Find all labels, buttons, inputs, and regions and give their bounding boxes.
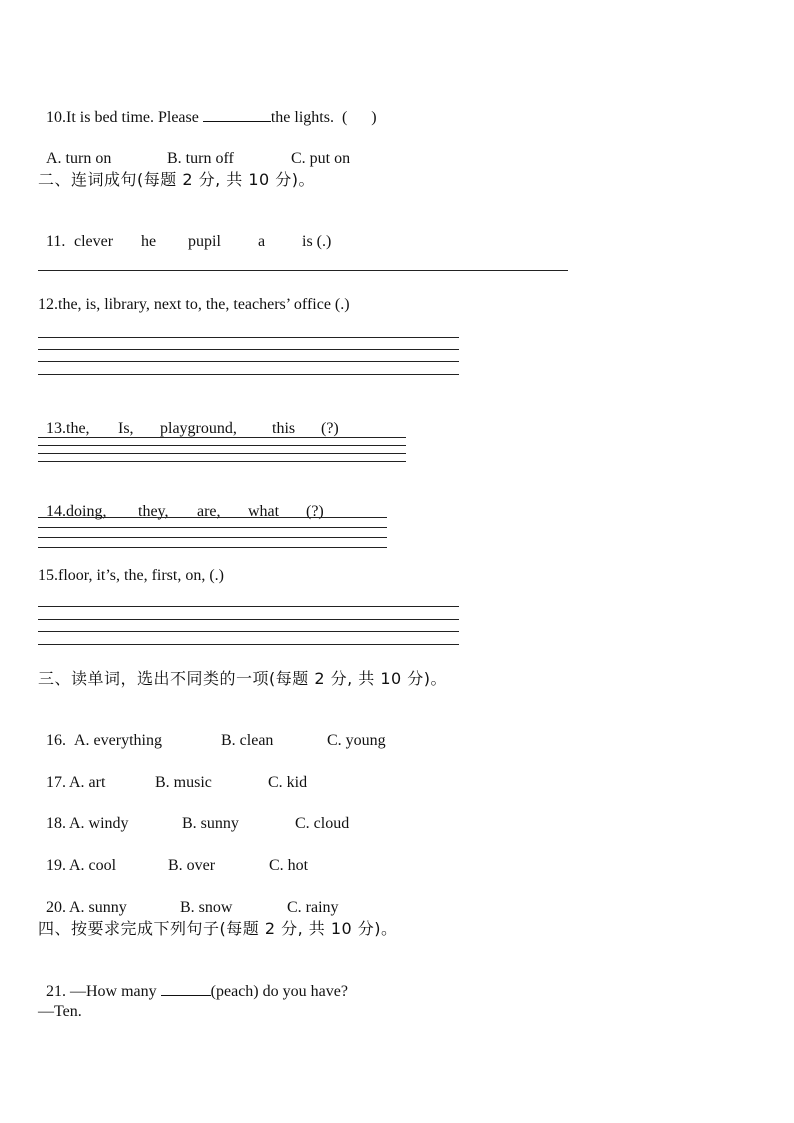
word: clever xyxy=(74,233,114,250)
answer-line[interactable] xyxy=(38,453,406,454)
answer-line[interactable] xyxy=(38,337,459,338)
answer-line[interactable] xyxy=(38,537,387,538)
answer-line[interactable] xyxy=(38,644,459,645)
option-b[interactable]: B. over xyxy=(168,857,216,874)
answer-line[interactable] xyxy=(38,517,387,518)
word: are, xyxy=(197,503,221,520)
q21-text-before-blank: 21. —How many xyxy=(46,983,161,1000)
q14-number: 14.doing, xyxy=(46,503,107,520)
q17-number: 17. xyxy=(46,774,66,791)
option-c[interactable]: C. hot xyxy=(269,857,309,874)
option-b[interactable]: B. music xyxy=(155,774,212,791)
answer-line[interactable] xyxy=(38,374,459,375)
option-c[interactable]: C. rainy xyxy=(287,899,339,916)
question-11 xyxy=(38,212,331,252)
option-c[interactable]: C. kid xyxy=(268,774,308,791)
answer-blank[interactable] xyxy=(203,107,271,122)
word: playground, xyxy=(160,420,237,437)
answer-line[interactable] xyxy=(38,437,406,438)
answer-line[interactable] xyxy=(38,527,387,528)
answer-line[interactable] xyxy=(38,606,459,607)
word: he xyxy=(141,233,157,250)
word: a xyxy=(258,233,266,250)
word: (?) xyxy=(306,503,324,520)
option-b[interactable]: B. sunny xyxy=(182,815,239,832)
q20-number: 20. xyxy=(46,899,66,916)
word: this xyxy=(272,420,296,437)
question-21 xyxy=(38,961,348,1002)
word: they, xyxy=(138,503,169,520)
q13-number: 13.the, xyxy=(46,420,90,437)
word: what xyxy=(248,503,280,520)
option-c[interactable]: C. put on xyxy=(291,150,351,167)
question-10 xyxy=(38,87,377,128)
answer-line[interactable] xyxy=(38,445,406,446)
question-16 xyxy=(38,711,386,751)
question-15: 15.floor, it’s, the, first, on, (.) xyxy=(38,567,224,584)
q10-options xyxy=(38,129,350,169)
question-13 xyxy=(38,399,339,439)
word: (?) xyxy=(321,420,339,437)
question-12: 12.the, is, library, next to, the, teachers’ office (.) xyxy=(38,296,350,313)
option-a[interactable]: A. everything xyxy=(74,732,162,749)
option-b[interactable]: B. snow xyxy=(180,899,233,916)
q10-text-before-blank: 10.It is bed time. Please xyxy=(46,109,203,126)
q21-answer: —Ten. xyxy=(38,1003,82,1020)
answer-line[interactable] xyxy=(38,547,387,548)
q21-text-after-blank: (peach) do you have? xyxy=(210,983,348,1000)
answer-blank[interactable] xyxy=(161,981,211,996)
answer-line[interactable] xyxy=(38,619,459,620)
question-20 xyxy=(38,878,339,918)
answer-line[interactable] xyxy=(38,349,459,350)
option-c[interactable]: C. cloud xyxy=(295,815,350,832)
answer-line[interactable] xyxy=(38,461,406,462)
question-18 xyxy=(38,794,349,834)
option-a[interactable]: A. cool xyxy=(69,857,117,874)
section-3-title: 三、读单词，选出不同类的一项(每题 2 分, 共 10 分)。 xyxy=(38,669,448,688)
question-14 xyxy=(38,482,324,522)
q16-number: 16. xyxy=(46,732,66,749)
answer-line[interactable] xyxy=(38,270,568,271)
word: is (.) xyxy=(302,233,332,250)
question-17 xyxy=(38,753,307,793)
option-a[interactable]: A. windy xyxy=(69,815,129,832)
option-b[interactable]: B. turn off xyxy=(167,150,234,167)
question-19 xyxy=(38,836,308,876)
option-a[interactable]: A. turn on xyxy=(46,150,112,167)
q11-number: 11. xyxy=(46,233,66,250)
option-c[interactable]: C. young xyxy=(327,732,386,749)
answer-line[interactable] xyxy=(38,361,459,362)
section-4-title: 四、按要求完成下列句子(每题 2 分, 共 10 分)。 xyxy=(38,919,398,938)
option-b[interactable]: B. clean xyxy=(221,732,274,749)
word: Is, xyxy=(118,420,134,437)
option-a[interactable]: A. sunny xyxy=(69,899,127,916)
q10-text-after-blank: the lights. ( ) xyxy=(270,109,377,126)
q18-number: 18. xyxy=(46,815,66,832)
answer-line[interactable] xyxy=(38,631,459,632)
word: pupil xyxy=(188,233,221,250)
option-a[interactable]: A. art xyxy=(69,774,106,791)
q19-number: 19. xyxy=(46,857,66,874)
section-2-title: 二、连词成句(每题 2 分, 共 10 分)。 xyxy=(38,170,316,189)
